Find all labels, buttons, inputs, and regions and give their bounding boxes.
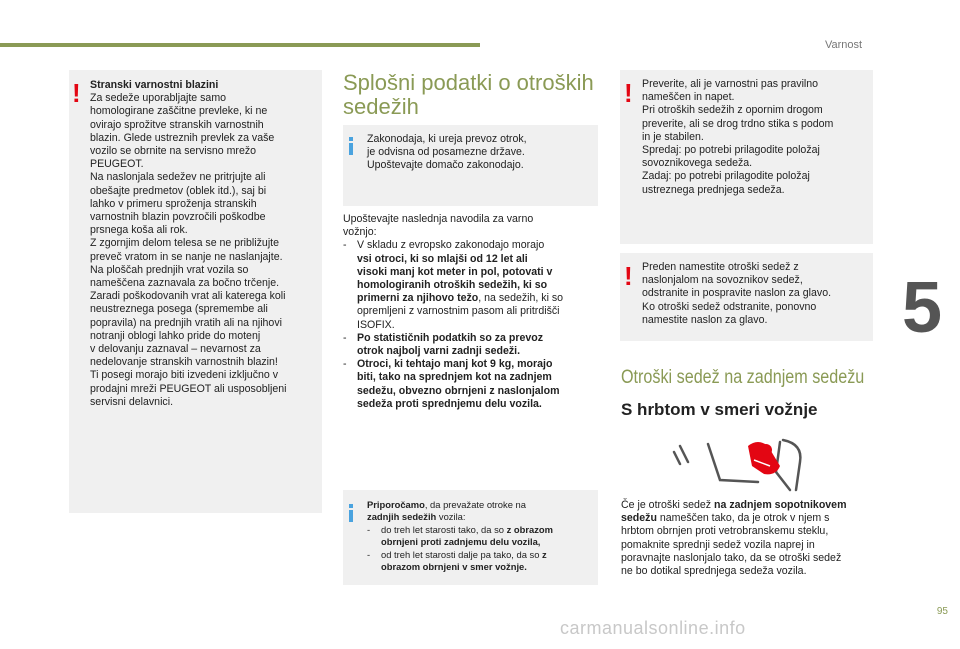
text-line: v delovanju zaznaval – nevarnost za bbox=[90, 343, 261, 356]
text-line: notranji oblogi lahko pride do motenj bbox=[90, 329, 261, 342]
text-line: Preden namestite otroški sedež z bbox=[642, 261, 799, 273]
bold-line: sedežu, obvezno obrnjeni z naslonjalom bbox=[357, 384, 560, 397]
text-line: lahko v primeru sproženja stranskih bbox=[90, 197, 257, 210]
text-line: Za sedeže uporabljajte samo bbox=[90, 92, 227, 105]
text-line: opremljeni z varnostnim pasom ali pritrdišči bbox=[357, 305, 560, 318]
text-line: Upoštevajte domačo zakonodajo. bbox=[367, 159, 524, 172]
text-line: ustreznega prednjega sedeža. bbox=[642, 183, 785, 196]
text-line: in je stabilen. bbox=[642, 130, 704, 143]
text-line: ovirajo sprožitve stranskih varnostnih bbox=[90, 118, 264, 131]
list-item: - Po statističnih podatkih so za prevoz otrok najbolj varni zadnji sedeži. bbox=[343, 331, 544, 358]
bold-line: obrazom obrnjeni v smer vožnje. bbox=[381, 561, 527, 573]
text-line: preveč vratom in se nanje ne naslanjajte. bbox=[90, 250, 283, 263]
text-line: Na naslonjala sedežev ne pritrjujte ali bbox=[90, 171, 266, 184]
bold-line: Po statističnih podatkih so za prevoz bbox=[357, 331, 544, 344]
chapter-number: 5 bbox=[901, 268, 943, 348]
text-line: odstranite in pospravite naslon za glavo. bbox=[642, 287, 832, 300]
text-line: vozila: bbox=[436, 511, 466, 523]
text-line: nameščena zaznavala za bočno trčenje. bbox=[90, 277, 280, 290]
text-line: pomaknite sprednji sedež vozila naprej in bbox=[621, 538, 815, 551]
list-item: - do treh let starosti tako, da so z obrazom obrnjeni proti zadnjemu delu vozila, bbox=[367, 523, 553, 548]
warning-text bbox=[90, 79, 320, 409]
heading-line: Splošni podatki o otroških bbox=[343, 70, 594, 95]
bold-line: Otroci, ki tehtajo manj kot 9 kg, morajo bbox=[357, 358, 553, 371]
text-line: sovoznikovega sedeža. bbox=[642, 157, 753, 170]
info-text bbox=[367, 133, 592, 173]
text-line: Zaradi poškodovanih vrat ali katerega koli bbox=[90, 290, 286, 303]
text-line: preverite, ali se drog trdno stika s podom bbox=[642, 117, 834, 130]
text-line: Pri otroških sedežih z opornim drogom bbox=[642, 104, 823, 117]
text-line: prsnega koša ali rok. bbox=[90, 224, 188, 237]
text-line: Zakonodaja, ki ureja prevoz otrok, bbox=[367, 133, 527, 145]
text-line: naslonjalom na sovoznikov sedež, bbox=[642, 274, 803, 287]
rear-facing-subheading: S hrbtom v smeri vožnje bbox=[621, 400, 818, 419]
text-line: popravila) na prednjih vratih ali na njihovi bbox=[90, 316, 282, 329]
text-line: homologirane zaščitne prevleke, ki ne bbox=[90, 105, 268, 118]
child-seat-illustration bbox=[668, 432, 813, 494]
text-line: servisni delavnici. bbox=[90, 395, 174, 408]
info-icon bbox=[349, 504, 353, 522]
list-item: - V skladu z evropsko zakonodajo morajo vsi otroci, ki so mlajši od 12 let ali visoki manj kot meter in pol, potovati v homologiranih otroških sedežih, ki so primerni za njihovo težo, na sedežih, ki so opremljeni z varnostnim pasom ali pritrdišči ISOFIX. bbox=[343, 239, 564, 331]
text-line: nameščen tako, da je otrok v njem s bbox=[656, 512, 830, 525]
warning-icon: ! bbox=[624, 78, 633, 108]
text-line: blazin. Glede ustreznih prevlek za vaše bbox=[90, 131, 275, 144]
warning-box-headrest bbox=[620, 253, 873, 341]
text-line: vozilo se obrnite na servisno mrežo bbox=[90, 145, 257, 158]
text-line: poravnajte naslonjalo tako, da se otroški sedež bbox=[621, 551, 842, 564]
warning-text bbox=[642, 78, 870, 197]
text-line: od treh let starosti dalje pa tako, da so bbox=[381, 548, 543, 560]
page-number: 95 bbox=[936, 606, 948, 617]
text-line: Ti posegi morajo biti izvedeni izključno v bbox=[90, 369, 279, 382]
text-line: namestite naslon za glavo. bbox=[642, 313, 768, 326]
text-line: Ko otroški sedež odstranite, ponovno bbox=[642, 300, 817, 313]
text-line: prodajni mreži PEUGEOT ali usposobljeni bbox=[90, 382, 287, 395]
bold-line: homologiranih otroških sedežih, ki so bbox=[357, 279, 548, 292]
bold-line: visoki manj kot meter in pol, potovati v bbox=[357, 265, 553, 278]
info-box-legislation bbox=[343, 125, 598, 206]
rear-seat-heading: Otroški sedež na zadnjem sedežu bbox=[621, 367, 865, 388]
text-line: Zadaj: po potrebi prilagodite položaj bbox=[642, 170, 810, 183]
bold-line: otrok najbolj varni zadnji sedeži. bbox=[357, 345, 521, 358]
info-icon bbox=[349, 137, 353, 155]
info-box-recommendation bbox=[343, 490, 598, 585]
text-line: nameščen in napet. bbox=[642, 91, 735, 104]
bold-line: z obrazom bbox=[506, 523, 553, 535]
intro-line: Upoštevajte naslednja navodila za varno bbox=[343, 213, 534, 225]
text-line: , da prevažate otroke na bbox=[424, 499, 526, 510]
list-item: - Otroci, ki tehtajo manj kot 9 kg, morajo biti, tako na sprednjem kot na zadnjem sedežu, obvezno obrnjeni z naslonjalom sedeža proti sprednjemu delu vozila. bbox=[343, 358, 560, 410]
text-line: Preverite, ali je varnostni pas pravilno bbox=[642, 78, 819, 90]
list-item: - od treh let starosti dalje pa tako, da so z obrazom obrnjeni v smer vožnje. bbox=[367, 548, 547, 573]
bold-line: primerni za njihovo težo bbox=[357, 292, 479, 305]
bold-line: obrnjeni proti zadnjemu delu vozila, bbox=[381, 536, 541, 548]
watermark: carmanualsonline.info bbox=[560, 618, 746, 638]
bold-line: z bbox=[542, 548, 547, 560]
warning-title: Stranski varnostni blazini bbox=[90, 79, 219, 91]
text-line: Na ploščah prednjih vrat vozila so bbox=[90, 263, 249, 276]
bold-line: biti, tako na sprednjem kot na zadnjem bbox=[357, 371, 552, 384]
warning-body bbox=[90, 92, 320, 409]
bold-line: Priporočamo bbox=[367, 499, 425, 510]
bold-line: na zadnjem sopotnikovem bbox=[714, 499, 847, 511]
text-line: Z zgornjim delom telesa se ne približujte bbox=[90, 237, 280, 250]
text-line: hrbtom obrnjen proti vetrobranskemu steklu, bbox=[621, 525, 829, 538]
text-line: , na sedežih, ki so bbox=[478, 292, 564, 305]
warning-icon: ! bbox=[624, 261, 633, 291]
text-line: varnostnih blazin povzročili poškodbe bbox=[90, 211, 266, 224]
warning-box-side-airbags bbox=[69, 70, 322, 513]
text-line: V skladu z evropsko zakonodajo morajo bbox=[357, 239, 545, 252]
section-heading bbox=[343, 71, 613, 119]
warning-box-seatbelt bbox=[620, 70, 873, 244]
intro-line: vožnjo: bbox=[343, 226, 377, 239]
bold-line: sedežu bbox=[621, 512, 657, 525]
info-text bbox=[367, 499, 595, 573]
guidelines bbox=[343, 213, 603, 411]
text-line: Če je otroški sedež bbox=[621, 499, 715, 511]
rear-facing-paragraph bbox=[621, 499, 876, 578]
text-line: PEUGEOT. bbox=[90, 158, 144, 171]
text-line: do treh let starosti tako, da so bbox=[381, 523, 507, 535]
heading-line: sedežih bbox=[343, 94, 419, 119]
bold-line: vsi otroci, ki so mlajši od 12 let ali bbox=[357, 252, 528, 265]
text-line: ISOFIX. bbox=[357, 318, 395, 331]
header-accent-bar bbox=[0, 43, 480, 47]
text-line: obešajte predmetov (oblek itd.), saj bi bbox=[90, 184, 267, 197]
section-label: Varnost bbox=[825, 39, 863, 51]
warning-text bbox=[642, 261, 870, 327]
text-line: Spredaj: po potrebi prilagodite položaj bbox=[642, 144, 820, 157]
bold-line: zadnjih sedežih bbox=[367, 511, 437, 523]
text-line: ne bo dotikal sprednjega sedeža vozila. bbox=[621, 565, 807, 578]
text-line: je odvisna od posamezne države. bbox=[367, 146, 525, 159]
warning-icon: ! bbox=[72, 78, 81, 108]
bold-line: sedeža proti sprednjemu delu vozila. bbox=[357, 397, 542, 410]
text-line: neustreznega posega (spremembe ali bbox=[90, 303, 268, 316]
text-line: nedelovanje stranskih varnostnih blazin! bbox=[90, 356, 278, 369]
